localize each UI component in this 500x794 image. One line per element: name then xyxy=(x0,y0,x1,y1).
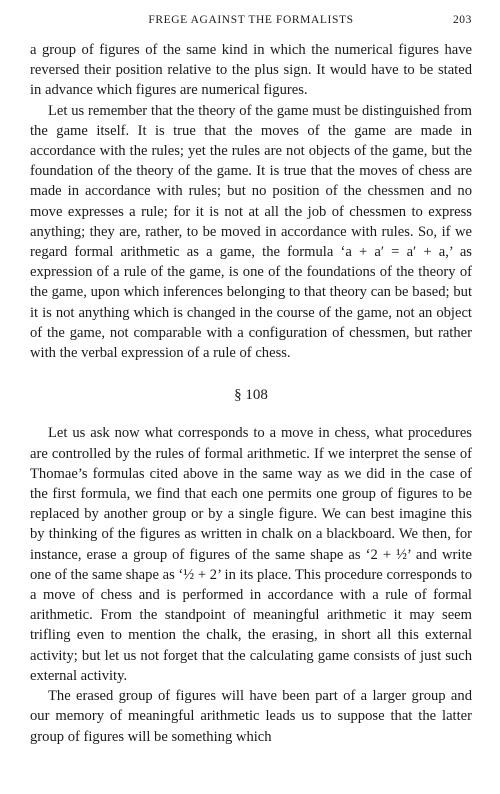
paragraph-continued: a group of figures of the same kind in which the numerical figures have reversed their position relative to the plus sign. It would have to be stated in advance which figures are numerical figures. xyxy=(30,42,472,99)
paragraph-erased-group: The erased group of figures will have been part of a larger group and our memory of meaningful arithmetic leads us to suppose that the latter group of figures will be something which xyxy=(30,688,472,745)
paragraph-theory-of-game: Let us remember that the theory of the game must be distinguished from the game itself. It is true that the moves of the game are made in accordance with the rules; yet the rules are not objects of the game, but the foundation of the theory of the game. It is true that the moves of chess are made in accordance with rules; but no position of the chessmen and no move expresses a rule; for it is not at all the job of chessmen to express anything; they are, rather, to be moved in accordance with rules. So, if we regard formal arithmetic as a game, the formula ‘a + a′ = a′ + a,’ as expression of a rule of the game, is one of the foundations of the theory of the game, upon which inferences belonging to that theory can be based; but it is not anything which is changed in the course of the game, not an object of the game, not comparable with a configuration of chessmen, but rather with the verbal expression of a rule of chess. xyxy=(30,102,472,362)
page-number: 203 xyxy=(452,14,472,26)
section-heading: § 108 xyxy=(234,387,268,404)
body-text xyxy=(30,40,472,747)
book-page xyxy=(30,14,472,747)
running-title: FREGE AGAINST THE FORMALISTS xyxy=(148,14,354,26)
running-head xyxy=(30,14,472,40)
paragraph-move-in-chess: Let us ask now what corresponds to a move in chess, what procedures are controlled by the rules of formal arithmetic. If we interpret the sense of Thomae’s formulas cited above in the same way as we did in the case of the first formula, we find that each one permits one group of figures to be replaced by another group or by a single figure. We can best imagine this by thinking of the figures as written in chalk on a blackboard. We then, for instance, erase a group of figures of the same shape as ‘2 + ½’ and write one of the same shape as ‘½ + 2’ in its place. This procedure corresponds to a move of chess and is performed in accordance with a rule of formal arithmetic. From the standpoint of meaningful arithmetic it may seem trifling even to mention the chalk, the erasing, in short all this external activity; but let us not forget that the calculating game consists of just such external activity. xyxy=(30,425,472,684)
